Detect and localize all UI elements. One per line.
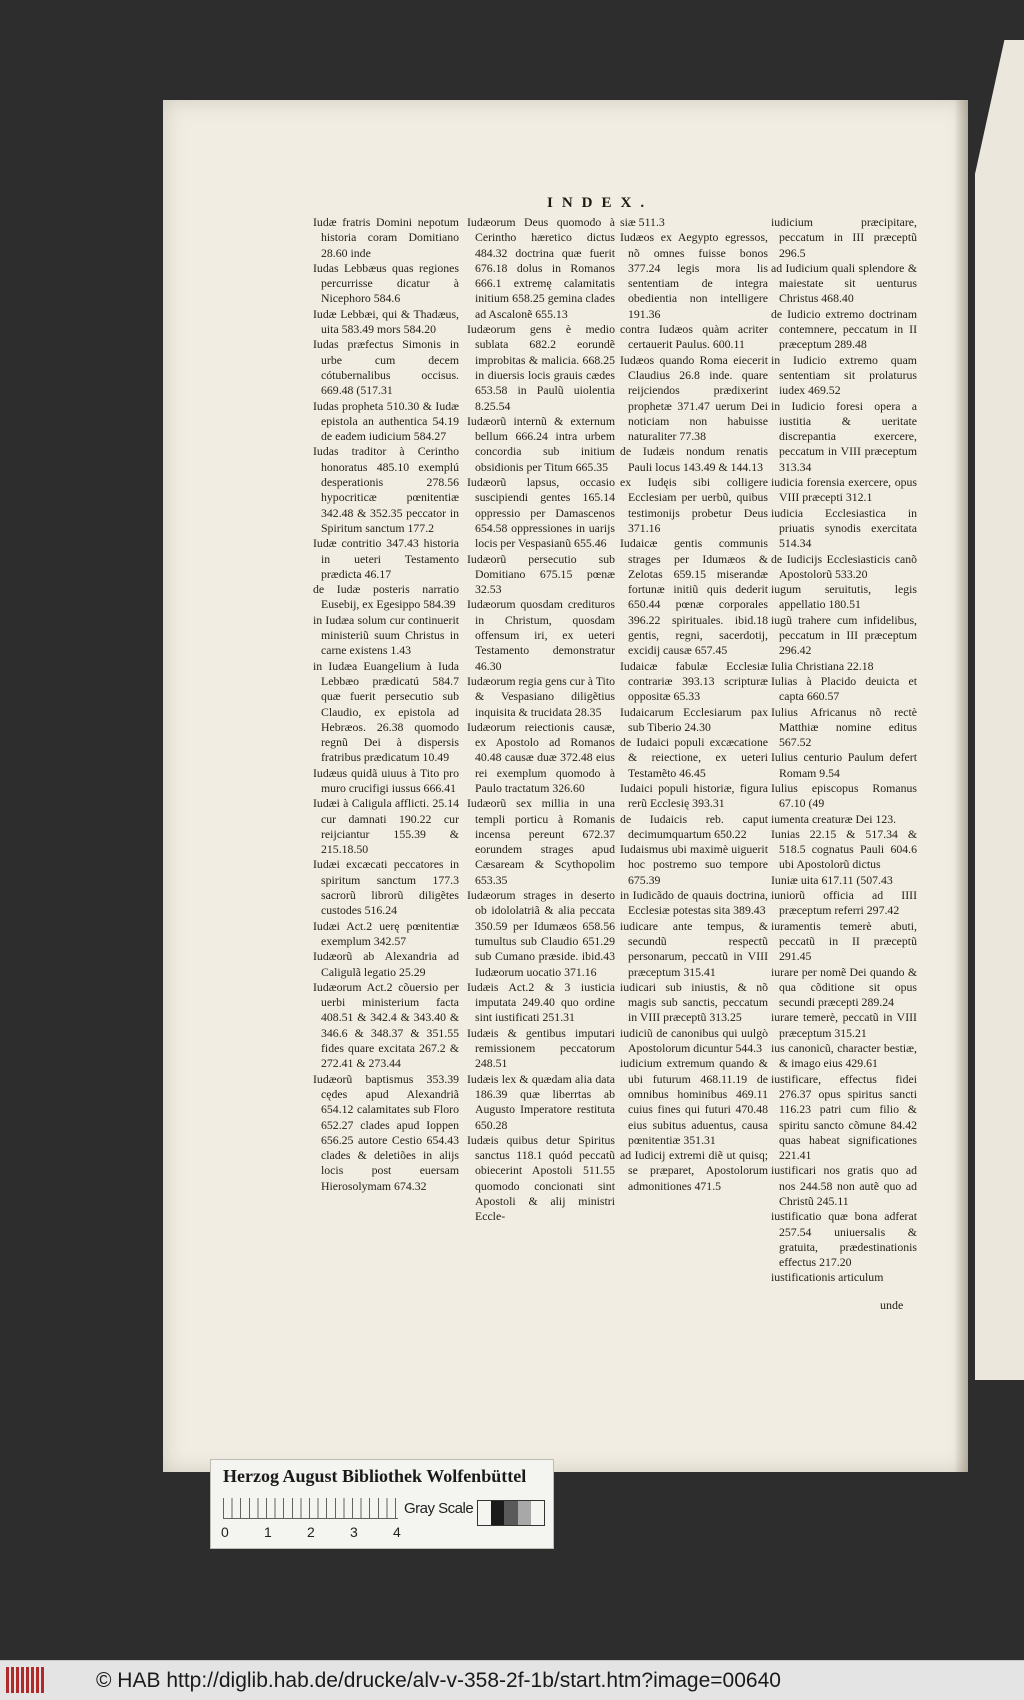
- page-gutter-shadow: [954, 100, 968, 1472]
- index-entry: Iudæus quidã uiuus à Tito pro muro crucifigi iussus 666.41: [313, 765, 459, 795]
- index-entry: Iudæos quando Roma eiecerit Claudius 26.8 inde. quare reijciendos prædixerint prophetæ 371.47 uerum Dei noticiam non habuisse naturaliter 77.38: [620, 352, 768, 444]
- index-entry: Iudæi Act.2 uerę pœnitentiæ exemplum 342.57: [313, 918, 459, 948]
- index-entry: in Iudicio extremo quam sententiam sit prolaturus iudex 469.52: [771, 352, 917, 398]
- index-entry: Iulius Africanus nõ rectè Matthiæ nomine editus 567.52: [771, 704, 917, 750]
- ruler-number: 2: [307, 1524, 315, 1540]
- library-name: Herzog August Bibliothek Wolfenbüttel: [223, 1466, 527, 1486]
- index-entry: iurare per nomẽ Dei quando & qua cõditione sit opus secundi præcepti 289.24: [771, 964, 917, 1010]
- gray-swatch: [518, 1501, 531, 1525]
- index-entry: Iudæis & gentibus imputari remissionem peccatorum 248.51: [467, 1025, 615, 1071]
- gray-swatch: [531, 1501, 544, 1525]
- index-entry: iudiciũ de canonibus qui uulgò Apostolorum dicuntur 544.3: [620, 1025, 768, 1056]
- index-entry: Iudæis Act.2 & 3 iusticia imputata 249.40 quo ordine sint iustificati 251.31: [467, 979, 615, 1025]
- hab-logo-icon: [6, 1667, 44, 1693]
- index-entry: Iudæis lex & quædam alia data 186.39 quæ liberrtas ab Augusto Imperatore restituta 650.28: [467, 1071, 615, 1132]
- copyright-url[interactable]: © HAB http://diglib.hab.de/drucke/alv-v-358-2f-1b/start.htm?image=00640: [96, 1669, 781, 1692]
- index-entry: Iudæ fratris Domini nepotum historia coram Domitiano 28.60 inde: [313, 215, 459, 260]
- catchword: unde: [880, 1298, 904, 1312]
- index-entry: ad Iudicium quali splendore & maiestate sit uenturus Christus 468.40: [771, 260, 917, 306]
- index-column-2: [467, 215, 615, 1315]
- index-entry: Iudæ contritio 347.43 historia in ueteri Testamento prædicta 46.17: [313, 536, 459, 581]
- gray-scale-label: Gray Scale: [404, 1500, 474, 1517]
- index-entry: ex Iudęis sibi colligere Ecclesiam per uerbũ, quibus testimonijs probetur Deus 371.16: [620, 475, 768, 535]
- index-entry: de Iudaicis reb. caput decimumquartum 650.22: [620, 811, 768, 841]
- index-entry: Iudaicarum Ecclesiarum pax sub Tiberio 24.30: [620, 704, 768, 734]
- ruler-number: 3: [350, 1524, 358, 1540]
- index-entry: iustificare, effectus fidei 276.37 opus spiritus sancti 116.23 patri cum filio & spiritu sancto cõmune 84.42 quas habeat significationes 221.41: [771, 1071, 917, 1163]
- index-entry: iudicare ante tempus, & secundũ respectũ personarum, peccatũ in VIII præceptum 315.41: [620, 918, 768, 979]
- index-entry: de Iudicio extremo doctrinam contemnere, peccatum in II præceptum 289.48: [771, 306, 917, 352]
- index-entry: in Iudæa Euangelium à Iuda Lebbæo prædicatú 584.7 quæ fuerit persecutio sub Claudio, ex epistola ad Hebræos. 26.38 quomodo regnũ Dei à dispersis fratribus prædicatum 10.49: [313, 658, 459, 765]
- index-entry: de Iudæis nondum renatis Pauli locus 143.49 & 144.13: [620, 444, 768, 474]
- index-entry: iudicari sub iniustis, & nõ magis sub sanctis, peccatum in VIII præceptũ 313.25: [620, 979, 768, 1025]
- index-column-3: [620, 215, 768, 1315]
- index-entry: de Iudæ posteris narratio Eusebij, ex Egesippo 584.39: [313, 582, 459, 612]
- index-entry: in Iudicãdo de quauis doctrina, Ecclesiæ potestas sita 389.43: [620, 888, 768, 918]
- gray-swatch: [504, 1501, 517, 1525]
- index-entry: Iudas traditor à Cerintho honoratus 485.10 exemplú desperationis 278.56 hypocriticæ pœnitentiæ 342.48 & 352.35 peccator in Spiritum sanctum 177.2: [313, 444, 459, 535]
- library-color-card: [210, 1459, 554, 1549]
- index-entry: in Iudæa solum cur continuerit ministeriũ suum Christus in carne existens 1.43: [313, 612, 459, 658]
- index-entry: Iudæorũ sex millia in una templi porticu à Romanis incensa pereunt 672.37 eorundem strages apud Cæsaream & Scythopolim 653.35: [467, 796, 615, 887]
- index-entry: iudicium extremum quando & ubi futurum 468.11.19 de omnibus hominibus 469.11 cuius fines qui futuri 470.48 eius subitus aduentus, causa pœnitentiæ 351.31: [620, 1056, 768, 1147]
- index-entry: in Iudicio foresi opera a iustitia & ueritate discrepantia exercere, peccatum in VIII præceptum 313.34: [771, 398, 917, 474]
- index-entry: iudicia Ecclesiastica in priuatis synodis exercitata 514.34: [771, 505, 917, 551]
- ruler-number: 0: [221, 1524, 229, 1540]
- index-entry: iudicia forensia exercere, opus VIII præcepti 312.1: [771, 475, 917, 505]
- index-entry: Iudæorũ ab Alexandria ad Caligulã legatio 25.29: [313, 949, 459, 979]
- index-entry: Iudæ Lebbæi, qui & Thadæus, uita 583.49 mors 584.20: [313, 306, 459, 337]
- index-entry: Iudæis quibus detur Spiritus sanctus 118.1 quód peccatũ obiecerint Apostoli 511.55 quomodo concionati sint Apostoli & alij ministri Eccle-: [467, 1132, 615, 1224]
- index-entry: Iudas propheta 510.30 & Iudæ epistola an authentica 54.19 de eadem iudicium 584.27: [313, 398, 459, 444]
- index-entry: Iudæorũ baptismus 353.39 cędes apud Alexandriã 654.12 calamitates sub Floro 652.27 clades apud Ioppen 656.25 autore Cestio 654.43 clades & deletiões in alijs locis post euersam Hierosolymam 674.32: [313, 1071, 459, 1193]
- index-entry: iumenta creaturæ Dei 123.: [771, 811, 897, 826]
- index-entry: Iudæorum reiectionis causæ, ex Apostolo ad Romanos 40.48 causæ duæ 372.48 eius rei exemplum quomodo à Paulo tractatum 326.60: [467, 719, 615, 795]
- index-entry: siæ 511.3: [620, 215, 665, 229]
- index-entry: Iudæorum strages in deserto ob idololatriã & alia peccata 350.59 per Idumæos 658.56 tumultus sub Claudio 651.29 sub Cumano præside. ibid.43 Iudæorum uocatio 371.16: [467, 888, 615, 979]
- ruler-number: 1: [264, 1524, 272, 1540]
- index-entry: iustificari nos gratis quo ad nos 244.58 non autẽ quo ad Christũ 245.11: [771, 1163, 917, 1208]
- index-entry: iugũ trahere cum infidelibus, peccatum in III præceptum 296.42: [771, 612, 917, 658]
- index-entry: de Iudaici populi excæcatione & reiectione, ex ueteri Testamẽto 46.45: [620, 735, 768, 780]
- index-entry: Iudæorũ persecutio sub Domitiano 675.15 pœnæ 32.53: [467, 551, 615, 597]
- index-entry: Iulius centurio Paulum defert Romam 9.54: [771, 750, 917, 780]
- index-entry: Iudaismus ubi maximè uiguerit hoc postremo suo tempore 675.39: [620, 842, 768, 887]
- index-column-4: [771, 215, 917, 1315]
- index-entry: iustificatio quæ bona adferat 257.54 uniuersalis & gratuita, prædestinationis effectus 217.20: [771, 1209, 917, 1270]
- gray-swatch: [491, 1501, 504, 1525]
- index-entry: Iudæi à Caligula afflicti. 25.14 cur damnati 190.22 cur reijciantur 155.39 & 215.18.50: [313, 796, 459, 857]
- index-entry: Iudæorum quosdam credituros in Christum, quosdam offensum iri, ex ueteri Testamento demonstratur 46.30: [467, 597, 615, 673]
- index-entry: iudicium præcipitare, peccatum in III præceptũ 296.5: [771, 215, 917, 260]
- index-entry: iugum seruitutis, legis appellatio 180.51: [771, 582, 917, 612]
- index-entry: Iudaici populi historiæ, figura rerũ Ecclesię 393.31: [620, 780, 768, 811]
- index-entry: Iudæorum gens è medio sublata 682.2 eorundẽ improbitas & malicia. 668.25 in diuersis locis grauis cædes 653.58 in Paulũ uiolentia 8.25.54: [467, 322, 615, 413]
- index-column-1: [313, 215, 459, 1315]
- index-entry: Iudas præfectus Simonis in urbe cum decem cótubernalibus occisus. 669.48 (517.31: [313, 337, 459, 398]
- index-entry: Iudæos ex Aegypto egressos, nõ omnes fuisse bonos 377.24 legis mora lis sententiam de integra obedientia non intelligere 191.36: [620, 230, 768, 321]
- gray-scale-swatches: [477, 1500, 545, 1526]
- index-entry: Iudæorum Act.2 cõuersio per uerbi ministerium facta 408.51 & 342.4 & 343.40 & 346.6 & 348.37 & 351.55 fides quare excitata 267.2 & 272.41 & 273.44: [313, 979, 459, 1071]
- index-entry: Iudæi excæcati peccatores in spiritum sanctum 177.3 sacrorũ librorũ diligẽtes custodes 516.24: [313, 857, 459, 918]
- running-head: INDEX.: [547, 195, 654, 211]
- index-entry: Iulias à Placido deuicta et capta 660.57: [771, 673, 917, 704]
- index-entry: ad Iudicij extremi diẽ ut quisq; se præparet, Apostolorum admonitiones 471.5: [620, 1148, 768, 1193]
- index-entry: Iudæorum Deus quomodo à Cerintho hæretico dictus 484.32 doctrina quæ fuerit 676.18 dolus in Romanos 666.1 extremę calamitatis initium 658.25 gemina clades ad Ascalonẽ 655.13: [467, 215, 615, 321]
- viewer-footer: [0, 1660, 1024, 1700]
- index-entry: Iudaicæ gentis communis strages per Idumæos & Zelotas 659.15 miserandæ fortunæ initiũ quis dederit 650.44 pœnæ corporales 396.22 spirituales. ibid.18 gentis, regni, sacerdotij, excidij causæ 657.45: [620, 536, 768, 658]
- index-entry: ius canonicũ, character bestiæ, & imago eius 429.61: [771, 1041, 917, 1071]
- adjacent-page-edge: [975, 40, 1024, 1380]
- index-entry: iuramentis temerè abuti, peccatũ in II præceptũ 291.45: [771, 918, 917, 964]
- index-entry: de Iudicijs Ecclesiasticis canõ Apostolorũ 533.20: [771, 551, 917, 581]
- index-entry: Iudæorũ internũ & externum bellum 666.24 intra urbem concordia sub initium obsidionis per Titum 665.35: [467, 413, 615, 474]
- index-entry: Iudæorũ lapsus, occasio suscipiendi gentes 165.14 oppressio per Damascenos 654.58 oppressiones in uarijs locis per Vespasianũ 655.46: [467, 475, 615, 551]
- index-entry: iustificationis articulum: [771, 1270, 884, 1285]
- index-entry: Iunias 22.15 & 517.34 & 518.5 cognatus Pauli 604.6 ubi Apostolorũ dictus: [771, 826, 917, 872]
- index-entry: Iuniæ uita 617.11 (507.43: [771, 872, 893, 887]
- index-entry: Iudaicæ fabulæ Ecclesiæ contrariæ 393.13 scripturæ oppositæ 65.33: [620, 658, 768, 704]
- index-entry: Iudæorum regia gens cur à Tito & Vespasiano diligẽtius inquisita & trucidata 28.35: [467, 673, 615, 719]
- index-entry: Iulia Christiana 22.18: [771, 658, 874, 673]
- gray-swatch: [478, 1501, 491, 1525]
- index-entry: contra Iudæos quàm acriter certauerit Paulus. 600.11: [620, 322, 768, 352]
- index-entry: iuniorũ officia ad IIII præceptum referri 297.42: [771, 888, 917, 918]
- index-entry: Iulius episcopus Romanus 67.10 (49: [771, 780, 917, 811]
- ruler-number: 4: [393, 1524, 401, 1540]
- index-entry: Iudas Lebbæus quas regiones percurrisse dicatur à Nicephoro 584.6: [313, 260, 459, 306]
- index-entry: iurare temerè, peccatũ in VIII præceptum 315.21: [771, 1010, 917, 1040]
- scale-ruler: [223, 1498, 398, 1519]
